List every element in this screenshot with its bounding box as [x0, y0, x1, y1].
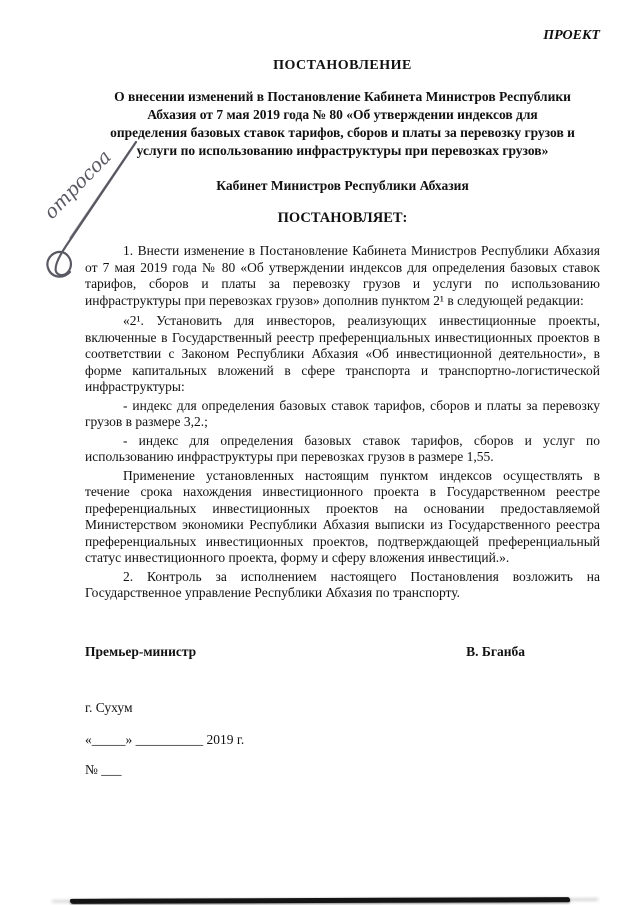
paragraph-application: Применение установленных настоящим пунктом индексов осуществлять в течение срока нахождения инвестиционного проекта в Государственном реестре преференциальных инвестиционных проектов на основании предоставляемой Министерством экономики Республики Абхазия выписки из Государственного реестра преференциальных инвестиционных проектов, подтверждающей преференциальный статус инвестиционного проекта, форму и сферу вложения инвестиций.». — [85, 467, 600, 565]
resolves-heading: ПОСТАНОВЛЯЕТ: — [277, 210, 408, 226]
project-label: ПРОЕКТ — [543, 28, 600, 43]
paragraph-item-1: 1. Внести изменение в Постановление Кабинета Министров Республики Абхазия от 7 мая 2019 года № 80 «Об утверждении индексов для определения базовых ставок тарифов, сборов и платы за перевозку грузов и услуги по использованию инфраструктуры при перевозках грузов» дополнив пунктом 2¹ в следующей редакции: — [85, 243, 600, 308]
doc-title: О внесении изменений в Постановление Кабинета Министров Республики Абхазия от 7 мая 2019 года № 80 «Об утверждении индексов для определения базовых ставок тарифов, сборов и платы за перевозку грузов и услуги по использованию инфраструктуры при перевозках грузов» — [110, 89, 575, 158]
paragraph-item-2: «2¹. Установить для инвесторов, реализующих инвестиционные проекты, включенные в Государственный реестр преференциальных инвестиционных проектов в соответствии с Законом Республики Абхазия «Об инвестиционной деятельности», в форме капитальных вложений в сфере транспорта и транспортно-логистической инфраструктуры: — [85, 313, 600, 394]
signature-row — [85, 644, 600, 660]
place-line: г. Сухум — [85, 699, 133, 715]
annotation-word: отросоа — [39, 145, 116, 224]
doc-type-heading: ПОСТАНОВЛЕНИЕ — [273, 58, 412, 73]
date-line: «_____» __________ 2019 г. — [85, 731, 245, 747]
number-line: № ___ — [85, 761, 122, 777]
paragraph-index-freight: - индекс для определения базовых ставок тарифов, сборов и платы за перевозку грузов в размере 3,2.; — [85, 397, 600, 429]
authority-line: Кабинет Министров Республики Абхазия — [216, 178, 469, 193]
paragraph-control: 2. Контроль за исполнением настоящего Постановления возложить на Государственное управление Республики Абхазия по транспорту. — [85, 568, 600, 600]
signature-position: Премьер-министр — [85, 643, 197, 659]
paragraph-index-infrastructure: - индекс для определения базовых ставок тарифов, сборов и услуг по использованию инфраструктуры при перевозках грузов в размере 1,55. — [85, 432, 600, 464]
scan-edge-artifact — [70, 897, 570, 904]
signature-name: В. Бганба — [466, 643, 525, 659]
